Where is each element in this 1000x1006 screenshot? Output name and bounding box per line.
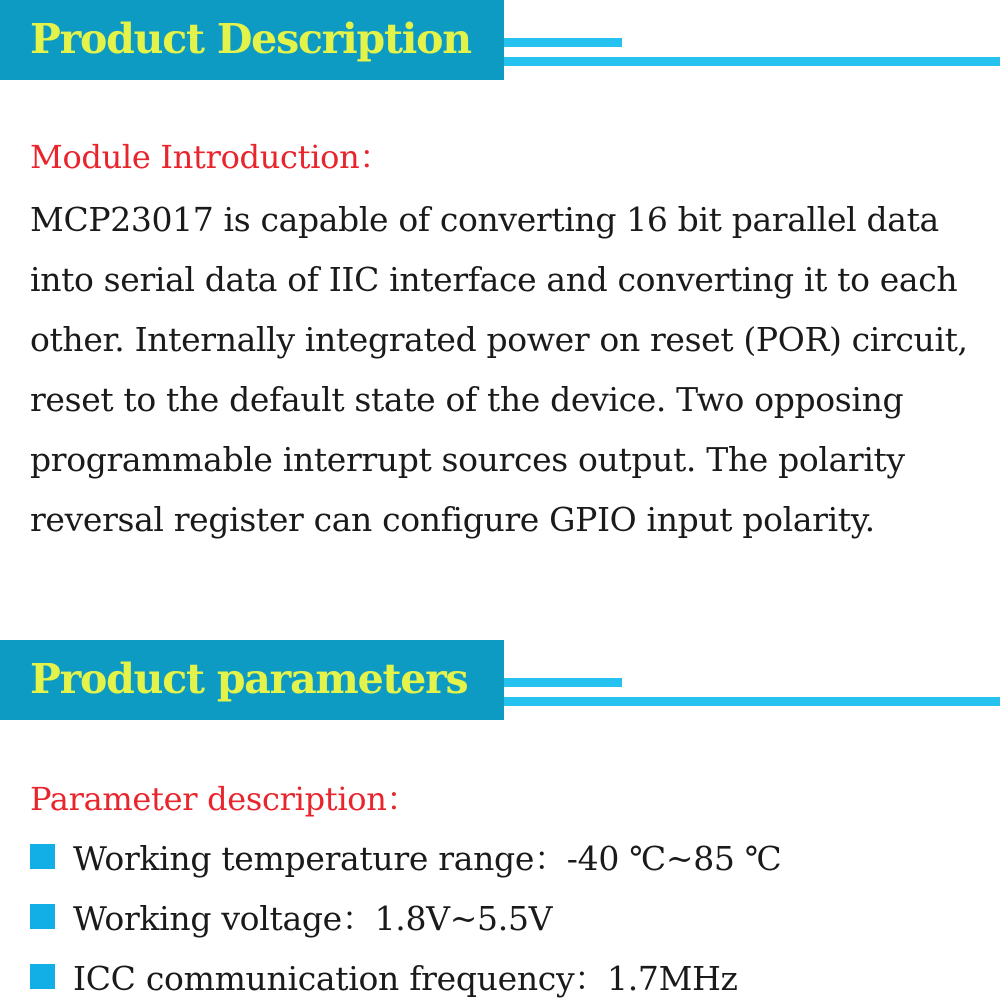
paragraph-line: reversal register can configure GPIO input polarity. <box>30 500 875 539</box>
banner-accent-bar-short <box>504 38 622 47</box>
parameter-description-label: Parameter description： <box>30 780 419 818</box>
product-description-banner <box>0 0 504 80</box>
module-introduction-text <box>30 190 995 550</box>
banner-accent-bar-short <box>504 678 622 687</box>
paragraph-line: reset to the default state of the device. Two opposing <box>30 380 904 419</box>
square-bullet-icon <box>30 844 55 869</box>
module-introduction-label: Module Introduction： <box>30 138 392 176</box>
list-item <box>30 946 781 1006</box>
parameter-text: ICC communication frequency：1.7MHz <box>73 958 738 998</box>
square-bullet-icon <box>30 904 55 929</box>
list-item <box>30 886 781 946</box>
product-description-heading: Product Description <box>30 15 471 63</box>
product-parameters-heading: Product parameters <box>30 655 468 703</box>
paragraph-line: other. Internally integrated power on reset (POR) circuit, <box>30 320 968 359</box>
parameter-list <box>30 826 781 1006</box>
banner-accent-bar-long <box>504 697 1000 706</box>
paragraph-line: MCP23017 is capable of converting 16 bit parallel data <box>30 200 939 239</box>
paragraph-line: into serial data of IIC interface and converting it to each <box>30 260 958 299</box>
square-bullet-icon <box>30 964 55 989</box>
list-item <box>30 826 781 886</box>
product-parameters-banner <box>0 640 504 720</box>
parameter-text: Working voltage：1.8V~5.5V <box>73 898 553 938</box>
banner-accent-bar-long <box>504 57 1000 66</box>
paragraph-line: programmable interrupt sources output. The polarity <box>30 440 905 479</box>
parameter-text: Working temperature range：-40 ℃~85 ℃ <box>73 838 782 878</box>
